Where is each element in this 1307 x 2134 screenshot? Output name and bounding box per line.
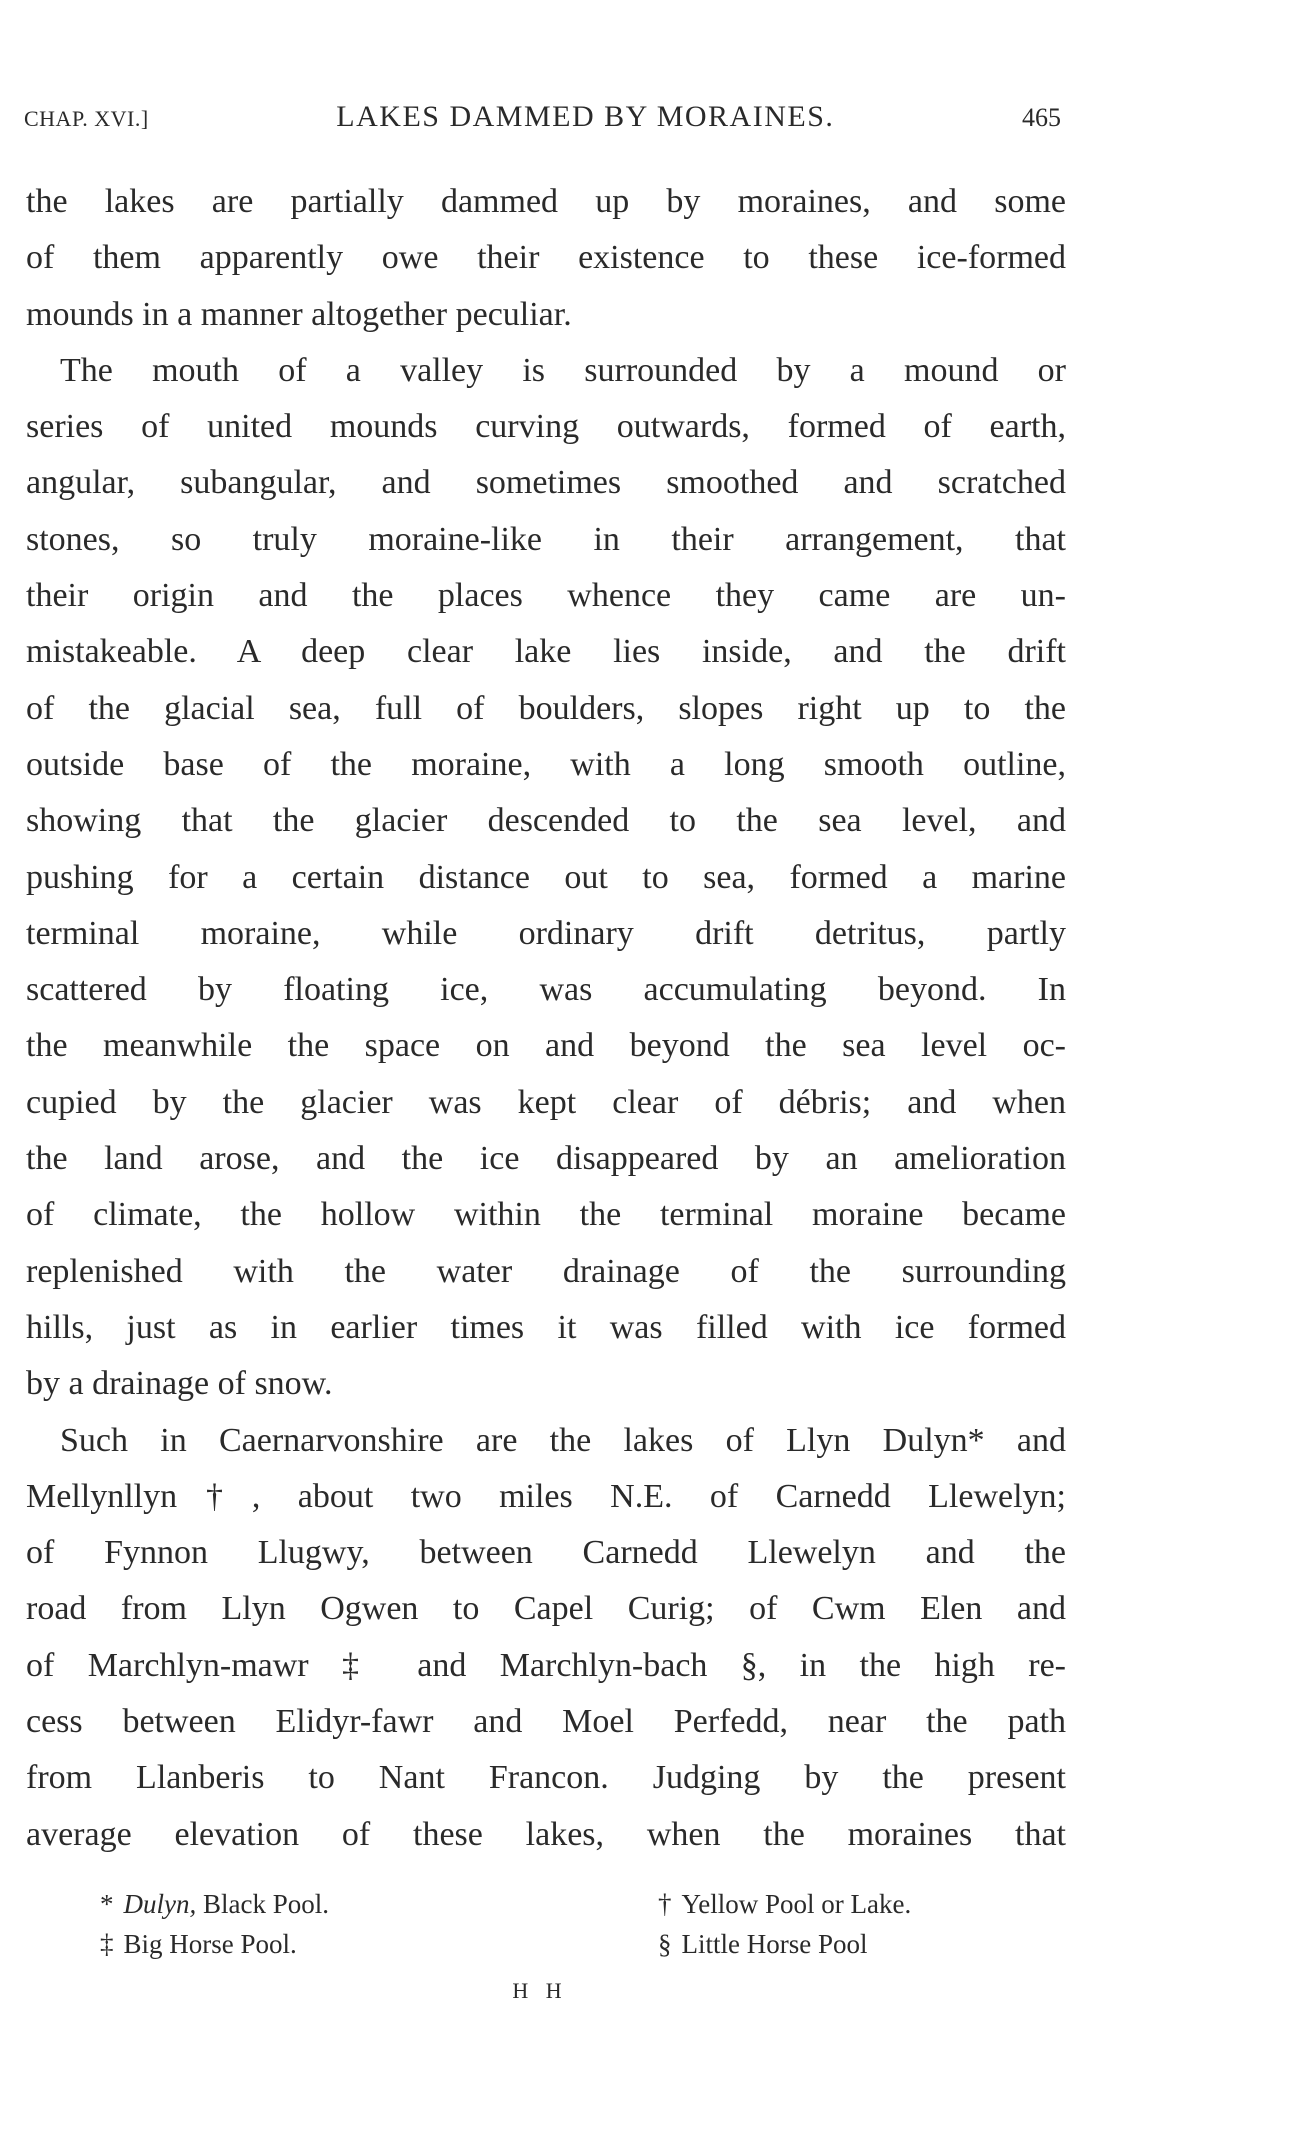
footnote-mark: ‡ [100,1929,114,1959]
chapter-label: CHAP. XVI.] [24,106,149,131]
page-number: 465 [1021,103,1061,132]
page-title: LAKES DAMMED BY MORAINES. [336,100,835,133]
text-line: the meanwhile the space on and beyond the sea level oc- [26,1027,1066,1065]
running-head [24,100,1061,140]
text-line: hills, just as in earlier times it was filled with ice formed [26,1308,1066,1346]
text-line: the land arose, and the ice disappeared by an amelioration [26,1140,1066,1178]
text-line: the lakes are partially dammed up by moraines, and some [26,183,1066,220]
footnote-text: Little Horse Pool [681,1929,868,1959]
footnote-term: Dulyn, [123,1889,197,1919]
footnote-text: Yellow Pool or Lake. [681,1889,912,1919]
text-line: of Fynnon Llugwy, between Carnedd Llewelyn and the [26,1534,1066,1572]
text-line: mounds in a manner altogether peculiar. [26,295,572,333]
text-line: cupied by the glacier was kept clear of débris; and when [26,1083,1066,1121]
footnote-mellynllyn [580,1884,1040,1924]
text-line: of Marchlyn-mawr ‡ and Marchlyn-bach §, in the high re- [26,1646,1066,1684]
signature-mark: H H [512,1978,568,2003]
text-line: their origin and the places whence they came are un- [26,577,1066,615]
footnote-marchlyn-bach [580,1924,1040,1964]
footnote-text: Big Horse Pool. [123,1929,297,1959]
text-line: average elevation of these lakes, when the moraines that [26,1815,1066,1853]
footnote-mark: † [658,1889,672,1919]
text-line: road from Llyn Ogwen to Capel Curig; of Cwm Elen and [26,1590,1066,1628]
text-line: of them apparently owe their existence to these ice-formed [26,239,1066,277]
text-line: outside base of the moraine, with a long smooth outline, [26,745,1066,783]
text-line: terminal moraine, while ordinary drift detritus, partly [26,914,1066,952]
text-line: Such in Caernarvonshire are the lakes of Llyn Dulyn* and [60,1421,1066,1459]
text-line: of climate, the hollow within the terminal moraine became [26,1196,1066,1234]
text-line: of the glacial sea, full of boulders, slopes right up to the [26,689,1066,727]
text-line: showing that the glacier descended to the sea level, and [26,802,1066,840]
text-line: The mouth of a valley is surrounded by a mound or [60,351,1066,389]
footnote-text: Black Pool. [202,1889,329,1919]
footnotes [100,1884,1040,1964]
text-line: Mellynllyn†, about two miles N.E. of Carnedd Llewelyn; [26,1477,1066,1515]
footnote-marchlyn-mawr [100,1924,560,1964]
text-line: pushing for a certain distance out to sea, formed a marine [26,858,1066,896]
text-line: by a drainage of snow. [26,1365,333,1403]
footnote-dulyn [100,1884,560,1924]
footnote-mark: § [658,1929,672,1959]
text-line: mistakeable. A deep clear lake lies inside, and the drift [26,633,1066,671]
text-line: series of united mounds curving outwards, formed of earth, [26,408,1066,446]
text-line: scattered by floating ice, was accumulating beyond. In [26,971,1066,1009]
footnote-mark: * [100,1889,114,1919]
text-line: replenished with the water drainage of the surrounding [26,1252,1066,1290]
body-text [26,174,1066,1863]
text-line: from Llanberis to Nant Francon. Judging by the present [26,1759,1066,1797]
text-line: cess between Elidyr-fawr and Moel Perfedd, near the path [26,1703,1066,1741]
text-line: stones, so truly moraine-like in their arrangement, that [26,520,1066,558]
text-line: angular, subangular, and sometimes smoothed and scratched [26,464,1066,502]
